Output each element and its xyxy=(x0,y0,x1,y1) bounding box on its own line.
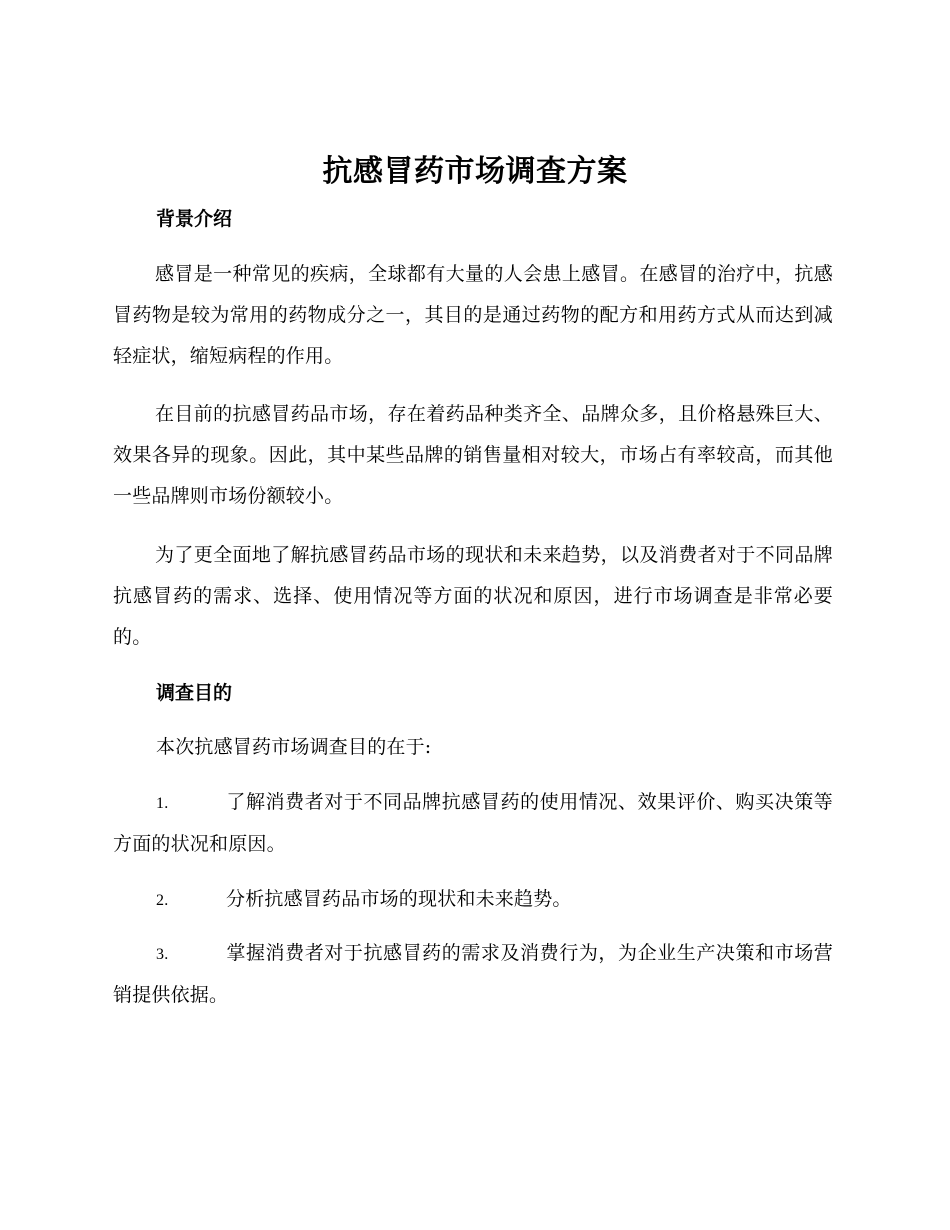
list-number: 3. xyxy=(156,946,169,963)
section-heading-background: 背景介绍 xyxy=(156,208,233,230)
list-item-text: 了解消费者对于不同品牌抗感冒药的使用情况、效果评价、购买决策等方面的状况和原因。 xyxy=(113,791,833,855)
list-item-text: 掌握消费者对于抗感冒药的需求及消费行为，为企业生产决策和市场营销提供依据。 xyxy=(113,942,833,1006)
paragraph-background-2: 在目前的抗感冒药品市场，存在着药品种类齐全、品牌众多，且价格悬殊巨大、效果各异的现象。因此，其中某些品牌的销售量相对较大，市场占有率较高，而其他一些品牌则市场份额较小。 xyxy=(113,403,833,507)
list-number: 1. xyxy=(156,795,169,812)
purpose-list-item-1 xyxy=(113,782,833,865)
document-title: 抗感冒药市场调查方案 xyxy=(322,154,628,189)
purpose-list-item-3 xyxy=(113,933,833,1016)
list-item-text: 分析抗感冒药品市场的现状和未来趋势。 xyxy=(226,888,572,910)
purpose-intro: 本次抗感冒药市场调查目的在于: xyxy=(156,736,432,758)
paragraph-background-1: 感冒是一种常见的疾病，全球都有大量的人会患上感冒。在感冒的治疗中，抗感冒药物是较为常用的药物成分之一，其目的是通过药物的配方和用药方式从而达到减轻症状，缩短病程的作用。 xyxy=(113,263,833,367)
list-number: 2. xyxy=(156,892,169,909)
purpose-list-item-2 xyxy=(113,879,833,921)
section-heading-purpose: 调查目的 xyxy=(156,682,233,704)
paragraph-background-3: 为了更全面地了解抗感冒药品市场的现状和未来趋势，以及消费者对于不同品牌抗感冒药的需求、选择、使用情况等方面的状况和原因，进行市场调查是非常必要的。 xyxy=(113,544,833,648)
